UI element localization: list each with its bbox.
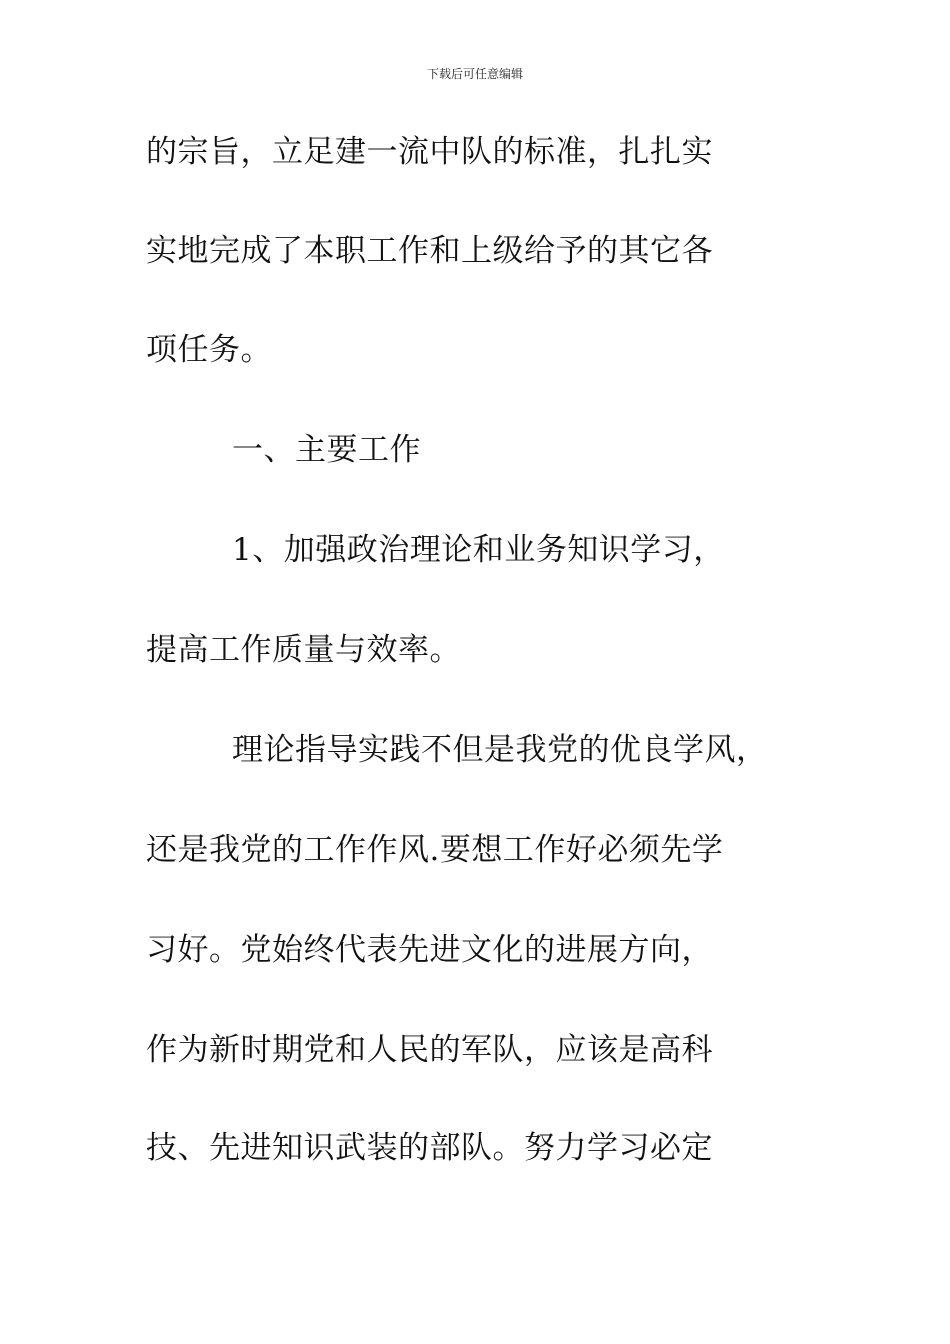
- section-heading: 一、主要工作: [232, 432, 421, 468]
- body-line-2: 实地完成了本职工作和上级给予的其它各: [146, 233, 713, 269]
- body-line-11: 技、先进知识武装的部队。努力学习必定: [146, 1130, 713, 1166]
- body-line-8: 还是我党的工作作风.要想工作好必须先学: [146, 832, 724, 868]
- body-line-9: 习好。党始终代表先进文化的进展方向，: [146, 932, 713, 968]
- body-line-10: 作为新时期党和人民的军队，应该是高科: [146, 1032, 713, 1068]
- body-line-1: 的宗旨，立足建一流中队的标准，扎扎实: [146, 134, 713, 170]
- page-header: 下载后可任意编辑: [426, 67, 523, 81]
- body-line-3: 项任务。: [146, 332, 272, 368]
- paragraph-start: 理论指导实践不但是我党的优良学风，: [232, 732, 768, 768]
- body-line-6: 提高工作质量与效率。: [146, 632, 461, 668]
- subsection-heading: 1、加强政治理论和业务知识学习，: [232, 532, 725, 568]
